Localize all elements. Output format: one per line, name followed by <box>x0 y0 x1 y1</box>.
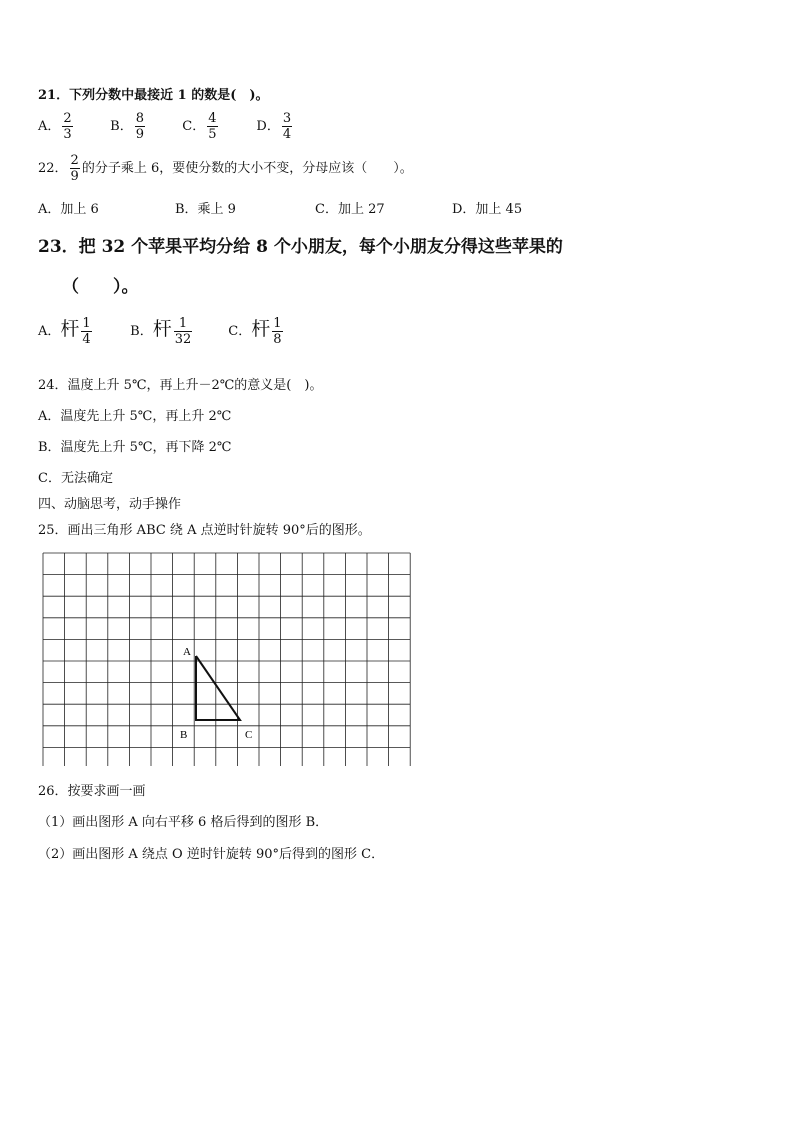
q21-option-c <box>182 112 252 141</box>
option-letter: C． <box>228 324 252 339</box>
q23-option-c <box>228 314 284 346</box>
vertex-label-a: A <box>183 646 191 658</box>
option-letter: B． <box>130 324 153 339</box>
q21-option-d <box>256 112 294 141</box>
q22-option-b: B．乘上 9 <box>175 202 236 217</box>
option-letter: C． <box>182 119 206 134</box>
fraction-denominator: 9 <box>135 127 144 142</box>
q25-stem: 25．画出三角形 ABC 绕 A 点逆时针旋转 90°后的图形。 <box>38 523 371 538</box>
option-unit: 杆 <box>152 318 172 340</box>
q22-stem-text: 的分子乘上 6，要使分数的大小不变，分母应该（ ）。 <box>81 161 413 176</box>
fraction-numerator: 8 <box>135 111 144 126</box>
fraction-numerator: 1 <box>273 316 282 331</box>
fraction-denominator: 9 <box>70 169 79 184</box>
q21-option-a <box>38 112 106 141</box>
fraction-numerator: 2 <box>63 111 72 126</box>
q24-stem: 24．温度上升 5℃，再上升－2℃的意义是( )。 <box>38 378 323 393</box>
section-title: 四、动脑思考，动手操作 <box>38 497 182 512</box>
fraction-denominator: 5 <box>208 127 217 142</box>
question-number: 22． <box>38 161 68 176</box>
option-unit: 杆 <box>251 318 271 340</box>
q22-option-a: A．加上 6 <box>38 202 99 217</box>
option-unit: 杆 <box>60 318 80 340</box>
fraction-numerator: 1 <box>82 316 91 331</box>
option-fraction <box>174 317 193 346</box>
q21-option-b <box>110 112 178 141</box>
option-letter: D． <box>256 119 280 134</box>
option-fraction <box>282 112 292 141</box>
fraction-denominator: 8 <box>273 332 282 347</box>
q23-option-b <box>130 314 224 346</box>
option-letter: A． <box>38 324 61 339</box>
q25-grid-figure <box>42 552 418 766</box>
q24-option-c: C．无法确定 <box>38 471 113 486</box>
option-letter: A． <box>38 119 61 134</box>
q22-stem <box>38 154 413 183</box>
q21-stem: 21．下列分数中最接近 1 的数是( )。 <box>38 88 269 103</box>
q23-stem-line1: 23．把 32 个苹果平均分给 8 个小朋友，每个小朋友分得这些苹果的 <box>38 237 563 257</box>
q22-option-d: D．加上 45 <box>452 202 523 217</box>
q22-fraction <box>70 154 80 183</box>
q23-stem-line2: （ ）。 <box>62 277 139 297</box>
grid-lines <box>43 553 410 766</box>
triangle-abc <box>196 656 240 720</box>
option-fraction <box>135 112 145 141</box>
fraction-denominator: 3 <box>63 127 72 142</box>
q24-option-b: B．温度先上升 5℃，再下降 2℃ <box>38 440 232 455</box>
q23-option-a <box>38 314 126 346</box>
vertex-label-c: C <box>245 729 253 741</box>
option-fraction <box>62 112 72 141</box>
option-fraction <box>81 317 91 346</box>
q26-part2: （2）画出图形 A 绕点 O 逆时针旋转 90°后得到的图形 C． <box>38 847 385 862</box>
q23-options <box>38 314 285 346</box>
option-fraction <box>272 317 282 346</box>
fraction-numerator: 3 <box>282 111 292 126</box>
q22-option-c: C．加上 27 <box>315 202 385 217</box>
fraction-numerator: 4 <box>208 111 217 126</box>
q22-options <box>38 198 522 217</box>
q26-part1: （1）画出图形 A 向右平移 6 格后得到的图形 B． <box>38 815 329 830</box>
option-fraction <box>207 112 217 141</box>
q24-option-a: A．温度先上升 5℃，再上升 2℃ <box>38 409 232 424</box>
fraction-numerator: 2 <box>70 153 79 168</box>
fraction-denominator: 4 <box>82 332 91 347</box>
vertex-label-b: B <box>180 729 188 741</box>
q21-options <box>38 112 294 141</box>
fraction-numerator: 1 <box>178 316 188 331</box>
option-letter: B． <box>110 119 133 134</box>
q26-stem: 26．按要求画一画 <box>38 784 146 799</box>
fraction-denominator: 4 <box>282 127 292 142</box>
fraction-denominator: 32 <box>174 332 192 347</box>
